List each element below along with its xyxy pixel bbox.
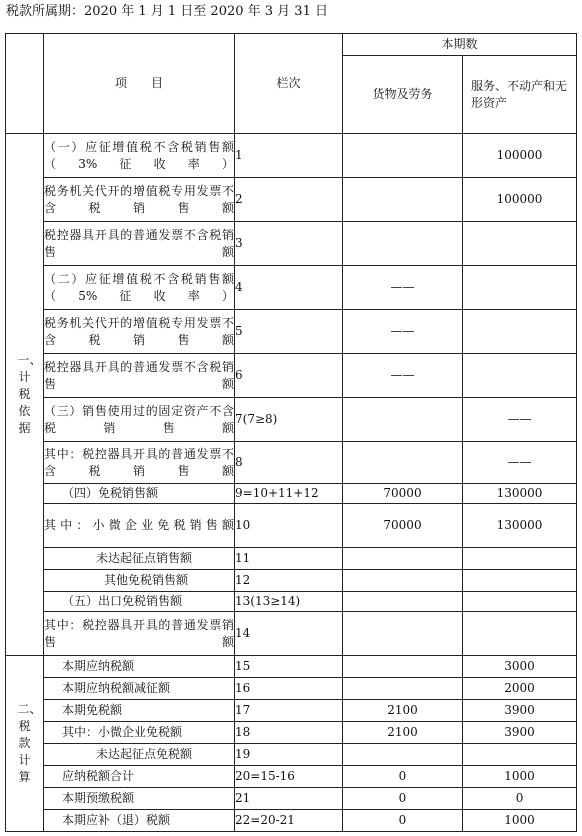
- row-item: （三）销售使用过的固定资产不含税销售额: [44, 398, 235, 442]
- row-goods: ——: [343, 310, 463, 354]
- row-goods: [343, 398, 463, 442]
- table-row: [6, 266, 577, 310]
- row-line: 8: [235, 442, 343, 484]
- row-line: 19: [235, 744, 343, 766]
- table-row: [6, 766, 577, 788]
- table-row: [6, 612, 577, 656]
- table-row: [6, 548, 577, 570]
- row-item: 税控器具开具的普通发票不含税销售额: [44, 222, 235, 266]
- row-line: 18: [235, 722, 343, 744]
- tax-period-label: 税款所属期：2020 年 1 月 1 日至 2020 年 3 月 31 日: [6, 4, 328, 19]
- row-goods: [343, 678, 463, 700]
- row-services: [463, 592, 577, 612]
- row-item: 本期免税额: [44, 700, 235, 722]
- row-item: 未达起征点销售额: [44, 548, 235, 570]
- row-item: 其他免税销售额: [44, 570, 235, 592]
- row-item: 其中：税控器具开具的普通发票不含税销售额: [44, 442, 235, 484]
- row-line: 17: [235, 700, 343, 722]
- table-row: [6, 700, 577, 722]
- table-row: [6, 178, 577, 222]
- row-item: （四）免税销售额: [44, 484, 235, 504]
- row-goods: 0: [343, 810, 463, 832]
- row-item: 应纳税额合计: [44, 766, 235, 788]
- row-goods: 2100: [343, 700, 463, 722]
- row-goods: 0: [343, 788, 463, 810]
- table-row: [6, 722, 577, 744]
- row-line: 12: [235, 570, 343, 592]
- row-services: 3000: [463, 656, 577, 678]
- row-line: 20=15-16: [235, 766, 343, 788]
- row-item: 其中：小微企业免税额: [44, 722, 235, 744]
- row-goods: [343, 612, 463, 656]
- row-goods: [343, 548, 463, 570]
- row-services: 100000: [463, 178, 577, 222]
- table-row: [6, 570, 577, 592]
- row-line: 1: [235, 134, 343, 178]
- row-item: （五）出口免税销售额: [44, 592, 235, 612]
- row-item: 税控器具开具的普通发票不含税销售额: [44, 354, 235, 398]
- row-line: 14: [235, 612, 343, 656]
- row-line: 16: [235, 678, 343, 700]
- goods-column-header: 货物及劳务: [343, 56, 463, 134]
- row-services: ——: [463, 442, 577, 484]
- row-line: 7(7≥8): [235, 398, 343, 442]
- section-basis-label: 一、计税依据: [6, 134, 44, 656]
- row-item: 税务机关代开的增值税专用发票不含税销售额: [44, 178, 235, 222]
- row-goods: 0: [343, 766, 463, 788]
- row-services: [463, 354, 577, 398]
- table-row: [6, 810, 577, 832]
- row-services: [463, 612, 577, 656]
- row-line: 9=10+11+12: [235, 484, 343, 504]
- header-row-1: [6, 34, 577, 56]
- row-line: 10: [235, 504, 343, 548]
- row-goods: [343, 744, 463, 766]
- row-line: 21: [235, 788, 343, 810]
- table-row: [6, 592, 577, 612]
- row-services: [463, 744, 577, 766]
- row-line: 2: [235, 178, 343, 222]
- row-line: 4: [235, 266, 343, 310]
- row-item: 本期预缴税额: [44, 788, 235, 810]
- row-item: 本期应补（退）税额: [44, 810, 235, 832]
- table-row: [6, 656, 577, 678]
- row-item: （二）应征增值税不含税销售额（5%征收率）: [44, 266, 235, 310]
- row-goods: [343, 442, 463, 484]
- row-goods: 70000: [343, 484, 463, 504]
- table-row: [6, 678, 577, 700]
- table-row: [6, 222, 577, 266]
- line-column-header: 栏次: [235, 34, 343, 134]
- row-item: 其中：小微企业免税销售额: [44, 504, 235, 548]
- row-services: 130000: [463, 504, 577, 548]
- row-services: [463, 548, 577, 570]
- row-item: 本期应纳税额减征额: [44, 678, 235, 700]
- row-goods: [343, 178, 463, 222]
- row-services: 1000: [463, 810, 577, 832]
- row-line: 22=20-21: [235, 810, 343, 832]
- table-row: [6, 504, 577, 548]
- vat-return-table: [5, 33, 577, 832]
- services-column-header: 服务、不动产和无形资产: [463, 56, 577, 134]
- row-goods: [343, 134, 463, 178]
- row-goods: 70000: [343, 504, 463, 548]
- row-line: 5: [235, 310, 343, 354]
- row-goods: 2100: [343, 722, 463, 744]
- row-item: 其中：税控器具开具的普通发票销售额: [44, 612, 235, 656]
- row-goods: [343, 592, 463, 612]
- row-services: 1000: [463, 766, 577, 788]
- row-goods: ——: [343, 266, 463, 310]
- table-row: [6, 484, 577, 504]
- row-services: 2000: [463, 678, 577, 700]
- row-item: 税务机关代开的增值税专用发票不含税销售额: [44, 310, 235, 354]
- section-calc-label: 二、税款计算: [6, 656, 44, 832]
- row-services: [463, 310, 577, 354]
- row-line: 3: [235, 222, 343, 266]
- row-services: 100000: [463, 134, 577, 178]
- row-services: 3900: [463, 700, 577, 722]
- row-goods: [343, 570, 463, 592]
- row-line: 6: [235, 354, 343, 398]
- row-goods: [343, 656, 463, 678]
- row-line: 15: [235, 656, 343, 678]
- row-services: 3900: [463, 722, 577, 744]
- table-row: [6, 134, 577, 178]
- row-line: 11: [235, 548, 343, 570]
- row-services: ——: [463, 398, 577, 442]
- row-services: 0: [463, 788, 577, 810]
- table-row: [6, 310, 577, 354]
- table-row: [6, 354, 577, 398]
- row-services: [463, 222, 577, 266]
- row-services: 130000: [463, 484, 577, 504]
- row-line: 13(13≥14): [235, 592, 343, 612]
- row-goods: ——: [343, 354, 463, 398]
- table-row: [6, 788, 577, 810]
- row-item: 本期应纳税额: [44, 656, 235, 678]
- row-item: （一）应征增值税不含税销售额（3%征收率）: [44, 134, 235, 178]
- row-item: 未达起征点免税额: [44, 744, 235, 766]
- item-column-header: 项 目: [44, 34, 235, 134]
- current-period-header: 本期数: [343, 34, 577, 56]
- table-row: [6, 744, 577, 766]
- section-header-cell: [6, 34, 44, 134]
- table-row: [6, 398, 577, 442]
- row-services: [463, 570, 577, 592]
- table-row: [6, 442, 577, 484]
- row-goods: [343, 222, 463, 266]
- row-services: [463, 266, 577, 310]
